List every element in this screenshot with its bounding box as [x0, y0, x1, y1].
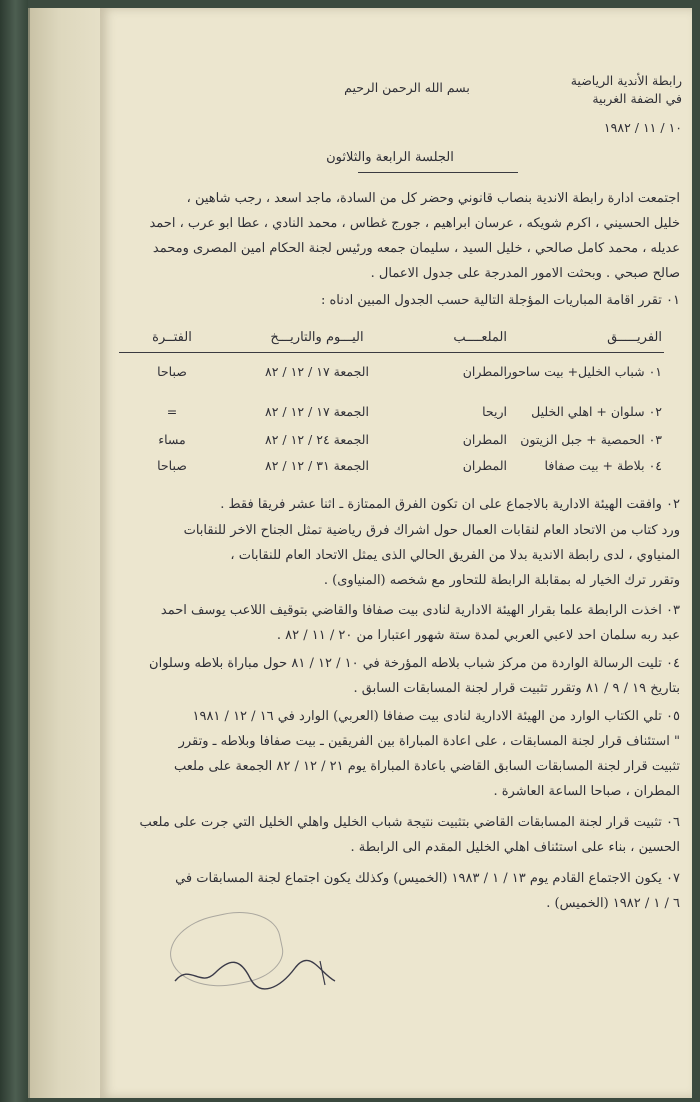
header-date: اليـــوم والتاريـــخ — [270, 330, 364, 345]
session-title: الجلسة الرابعة والثلاثون — [326, 150, 454, 165]
minutes-item-2 — [115, 492, 680, 517]
row-venue: المطران — [462, 432, 507, 447]
row-date: الجمعة ٢٤ / ١٢ / ٨٢ — [265, 432, 369, 447]
row-time: صباحا — [157, 364, 187, 379]
table-row — [122, 364, 662, 388]
cover-edge — [28, 8, 102, 1098]
minutes-item-unions — [115, 518, 680, 593]
row-date: الجمعة ١٧ / ١٢ / ٨٢ — [265, 404, 369, 419]
attendance-line: صالح صبحي . وبحثت الامور المدرجة على جدول الاعمال . — [370, 266, 680, 281]
attendance-line: خليل الحسيني ، اكرم شويكه ، عرسان ابراهيم ، جورج غطاس ، محمد النادي ، عطا ابو عرب ، احمد — [149, 216, 680, 231]
item-line: ٦ / ١ / ١٩٨٢ (الخميس) . — [546, 896, 680, 911]
row-time: = — [166, 404, 178, 419]
row-venue: اريحا — [482, 404, 507, 419]
item-line: الحسين ، بناء على استئناف اهلي الخليل المقدم الى الرابطة . — [350, 840, 680, 855]
minutes-item-3 — [115, 598, 680, 648]
item-line: بتاريخ ١٩ / ٩ / ٨١ وتقرر تثبيت قرار لجنة المسابقات السابق . — [353, 681, 680, 696]
table-row — [122, 432, 662, 456]
item-line: المنياوي ، لدى رابطة الاندية بدلا من الفريق الحالي الذى يمثل الاتحاد العام للنقابات ، — [230, 548, 680, 563]
organization-name: رابطة الأندية الرياضية — [570, 73, 682, 88]
header-time: الفتــرة — [152, 330, 192, 345]
minutes-item-6 — [115, 810, 680, 860]
row-time: مساء — [158, 432, 186, 447]
attendance-paragraph — [110, 186, 680, 286]
row-venue: المطران — [462, 364, 507, 379]
title-underline — [358, 172, 518, 173]
row-date: الجمعة ٣١ / ١٢ / ٨٢ — [265, 458, 369, 473]
row-team: ٠١ شباب الخليل+ بيت ساحور — [505, 364, 662, 379]
item-line: عبد ربه سلمان احد لاعبي العربي لمدة ستة شهور اعتبارا من ٢٠ / ١١ / ٨٢ . — [276, 628, 680, 643]
row-team: ٠٤ بلاطة + بيت صفافا — [544, 458, 662, 473]
item-line: وتقرر ترك الخيار له بمقابلة الرابطة للتحاور مع شخصه (المنياوى) . — [323, 573, 680, 588]
item-line: ٠٤ تليت الرسالة الواردة من مركز شباب بلاطه المؤرخة في ١٠ / ١٢ / ٨١ حول مباراة بلاطه وسلوان — [149, 656, 680, 671]
row-time: صباحا — [157, 458, 187, 473]
item-line: ٠٧ يكون الاجتماع القادم يوم ١٣ / ١ / ١٩٨٣ (الخميس) وكذلك يكون اجتماع لجنة المسابقات في — [175, 871, 680, 886]
table-header-rule — [119, 352, 664, 353]
document-page — [100, 8, 692, 1098]
header-team: الفريـــــق — [607, 330, 662, 345]
organization-region: في الضفة الغربية — [592, 91, 682, 106]
item-line: ٠٣ اخذت الرابطة علما بقرار الهيئة الادارية لنادى بيت صفافا والقاضي بتوقيف اللاعب يوسف احمد — [160, 603, 680, 618]
item-line: ٠٦ تثبيت قرار لجنة المسابقات القاضي بتثبيت نتيجة شباب الخليل واهلي الخليل التي جرت على ملعب — [139, 815, 680, 830]
attendance-line: عديله ، محمد كامل صالحي ، خليل السيد ، سليمان جمعه ورئيس لجنة الحكام امين المصرى ومحمد — [152, 241, 680, 256]
attendance-line: اجتمعت ادارة رابطة الاندية بنصاب قانوني وحضر كل من السادة، ماجد اسعد ، رجب شاهين ، — [186, 191, 680, 206]
item-1-intro: ٠١ تقرر اقامة المباريات المؤجلة التالية حسب الجدول المبين ادناه : — [320, 293, 680, 308]
minutes-item-5 — [115, 704, 680, 804]
row-team: ٠٣ الحمصية + جبل الزيتون — [520, 432, 662, 447]
minutes-item-4 — [115, 651, 680, 701]
handwritten-signature — [170, 953, 340, 993]
row-venue: المطران — [462, 458, 507, 473]
table-row — [122, 404, 662, 428]
schedule-table-header — [122, 330, 662, 352]
item-line: ٠٢ وافقت الهيئة الادارية بالاجماع على ان تكون الفرق الممتازة ـ اثنا عشر فريقا فقط . — [220, 497, 680, 512]
table-row — [122, 458, 662, 482]
row-date: الجمعة ١٧ / ١٢ / ٨٢ — [265, 364, 369, 379]
basmala: بسم الله الرحمن الرحيم — [344, 80, 470, 95]
item-line: تثبيت قرار لجنة المسابقات السابق القاضي باعادة المباراة يوم ٢١ / ١٢ / ٨٢ الجمعة على ملعب — [174, 759, 680, 774]
book-binding — [0, 0, 28, 1102]
minutes-item-7 — [115, 866, 680, 916]
organization-header — [532, 72, 682, 108]
item-line: " استئناف قرار لجنة المسابقات ، على اعادة المباراة بين الفريقين ـ بيت صفافا وبلاطه ـ وتقرر — [178, 734, 680, 749]
row-team: ٠٢ سلوان + اهلي الخليل — [531, 404, 662, 419]
item-line: المطران ، صباحا الساعة العاشرة . — [493, 784, 680, 799]
document-date: ١٠ / ١١ / ١٩٨٢ — [603, 120, 682, 135]
item-line: ٠٥ تلي الكتاب الوارد من الهيئة الادارية لنادى بيت صفافا (العربي) الوارد في ١٦ / ١٢ / ١٩٨١ — [192, 709, 680, 724]
item-line: ورد كتاب من الاتحاد العام لنقابات العمال حول اشراك فرق رياضية تمثل الجناح الاخر للنقابات — [183, 523, 680, 538]
header-venue: الملعــــب — [453, 330, 507, 345]
